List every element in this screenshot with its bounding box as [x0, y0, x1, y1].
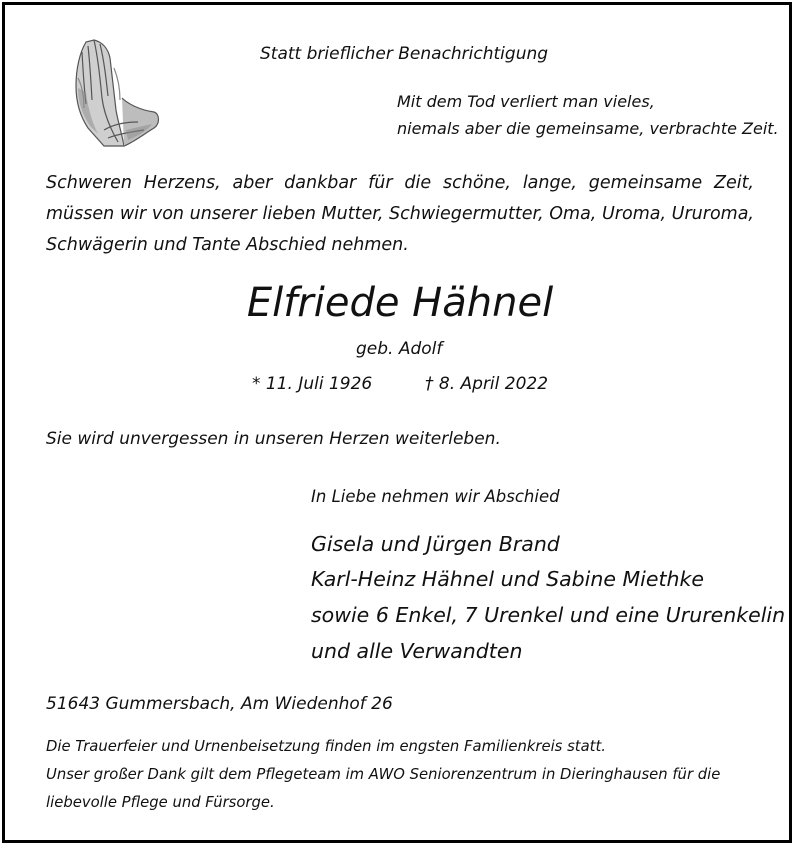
- mourner-line: sowie 6 Enkel, 7 Urenkel und eine Ururenkelin: [311, 603, 786, 627]
- birth-date: * 11. Juli 1926: [252, 374, 373, 394]
- thanks-note: Unser großer Dank gilt dem Pflegeteam im AWO Seniorenzentrum in Dieringhausen für die liebevolle Pflege und Fürsorge.: [46, 766, 721, 811]
- quote-line-1: Mit dem Tod verliert man vieles,: [397, 92, 655, 111]
- deceased-name: Elfriede Hähnel: [246, 280, 554, 326]
- farewell-line: In Liebe nehmen wir Abschied: [311, 487, 560, 506]
- mourner-line: Karl-Heinz Hähnel und Sabine Miethke: [311, 567, 705, 591]
- notice-heading: Statt brieflicher Benachrichtigung: [260, 44, 549, 64]
- mourner-line: Gisela und Jürgen Brand: [311, 532, 560, 556]
- address: 51643 Gummersbach, Am Wiedenhof 26: [46, 694, 393, 714]
- ceremony-note: Die Trauerfeier und Urnenbeisetzung finden im engsten Familienkreis statt.: [46, 738, 606, 755]
- remembrance-line: Sie wird unvergessen in unseren Herzen weiterleben.: [46, 429, 501, 449]
- praying-hands-icon: [64, 38, 164, 150]
- mourner-line: und alle Verwandten: [311, 639, 523, 663]
- maiden-name: geb. Adolf: [356, 339, 443, 359]
- intro-paragraph: Schweren Herzens, aber dankbar für die schöne, lange, gemeinsame Zeit, müssen wir von unserer lieben Mutter, Schwiegermutter, Oma, Uroma, Ururoma, Schwägerin und Tante Abschied nehmen.: [46, 173, 754, 255]
- death-date: † 8. April 2022: [425, 374, 549, 394]
- quote-line-2: niemals aber die gemeinsame, verbrachte Zeit.: [397, 119, 779, 138]
